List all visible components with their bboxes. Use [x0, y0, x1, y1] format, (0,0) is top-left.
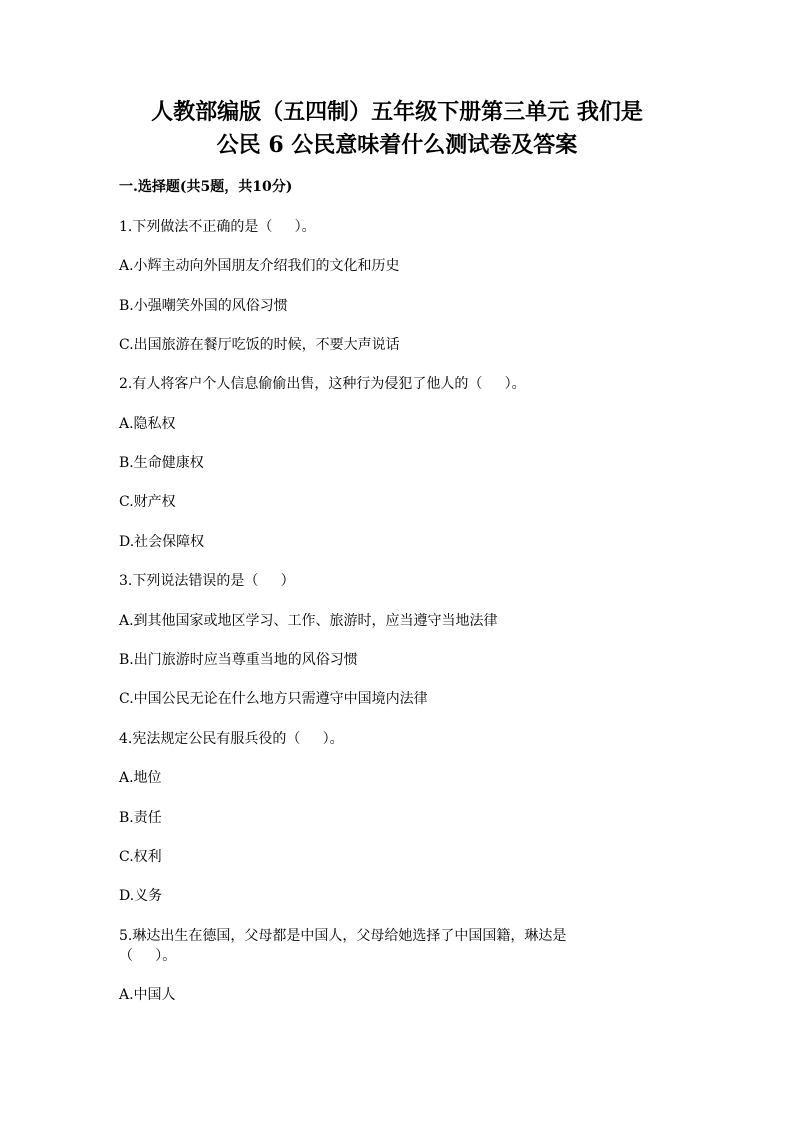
- question-4-option-b: B.责任: [119, 810, 162, 826]
- question-2-option-d: D.社会保障权: [119, 534, 205, 550]
- question-5-option-a: A.中国人: [119, 987, 176, 1003]
- question-2-option-b: B.生命健康权: [119, 455, 204, 471]
- question-2-option-a: A.隐私权: [119, 416, 176, 432]
- question-2-stem: 2.有人将客户个人信息偷偷出售，这种行为侵犯了他人的（ ）。: [119, 376, 526, 392]
- question-3-option-a: A.到其他国家或地区学习、工作、旅游时，应当遵守当地法律: [119, 613, 498, 629]
- document-title-line-1: 人教部编版（五四制）五年级下册第三单元 我们是: [151, 99, 643, 125]
- question-1-option-a: A.小辉主动向外国朋友介绍我们的文化和历史: [119, 258, 400, 274]
- question-1-option-c: C.出国旅游在餐厅吃饭的时候，不要大声说话: [119, 337, 400, 353]
- document-title-line-2: 公民 6 公民意味着什么测试卷及答案: [216, 132, 578, 158]
- question-2-option-c: C.财产权: [119, 494, 176, 510]
- question-3-option-c: C.中国公民无论在什么地方只需遵守中国境内法律: [119, 691, 428, 707]
- question-1-option-b: B.小强嘲笑外国的风俗习惯: [119, 298, 288, 314]
- question-4-option-d: D.义务: [119, 888, 163, 904]
- question-5-stem: 5.琳达出生在德国，父母都是中国人，父母给她选择了中国国籍，琳达是: [119, 928, 567, 944]
- question-4-option-c: C.权利: [119, 849, 162, 865]
- question-1-stem: 1.下列做法不正确的是（ ）。: [119, 219, 316, 235]
- question-4-stem: 4.宪法规定公民有服兵役的（ ）。: [119, 731, 344, 747]
- question-5-stem-continued: （ ）。: [119, 948, 177, 964]
- question-4-option-a: A.地位: [119, 770, 162, 786]
- question-3-stem: 3.下列说法错误的是（ ）: [119, 573, 295, 589]
- section-heading: 一.选择题(共5题，共10分): [119, 179, 293, 195]
- question-3-option-b: B.出门旅游时应当尊重当地的风俗习惯: [119, 652, 358, 668]
